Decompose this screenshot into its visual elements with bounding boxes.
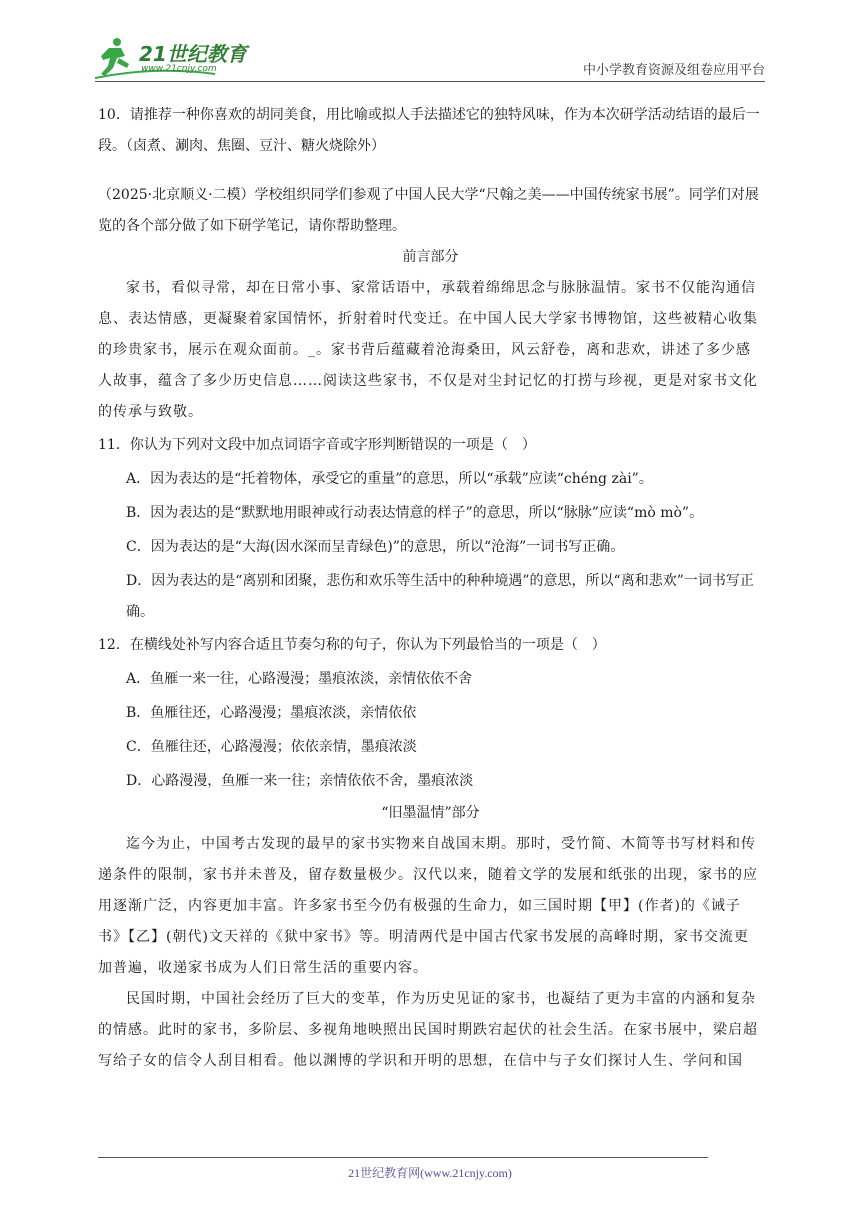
section-title-preface: 前言部分: [402, 249, 459, 265]
q12-option-c: C．鱼雁往还，心路漫漫；依依亲情，墨痕浓淡: [126, 739, 417, 755]
q12-option-d: D．心路漫漫，鱼雁一来一往；亲情依依不舍，墨痕浓淡: [126, 773, 474, 789]
q11-option-d: D．因为表达的是“离别和团聚，悲伤和欢乐等生活中的种种境遇”的意思，所以“离和悲欢”一词书写正确。: [126, 573, 754, 620]
header-platform-name: 中小学教育资源及组卷应用平台: [582, 63, 765, 78]
spacer: [98, 162, 763, 180]
q11-option-a: A．因为表达的是“托着物体，承受它的重量”的意思，所以“承载”应读“chéng zài”。: [126, 471, 653, 487]
question-10: 10．请推荐一种你喜欢的胡同美食，用比喻或拟人手法描述它的独特风味，作为本次研学活动结语的最后一段。（卤煮、涮肉、焦圈、豆汁、糖火烧除外）: [98, 107, 760, 154]
site-logo: [95, 36, 265, 80]
q12-option-a: A．鱼雁一来一往，心路漫漫；墨痕浓淡，亲情依依不舍: [126, 671, 473, 687]
document-body: [98, 100, 763, 1077]
logo-text: 21世纪教育: [139, 42, 247, 66]
header-divider: [95, 81, 765, 82]
q11-option-b: B．因为表达的是“默默地用眼神或行动表达情意的样子”的意思，所以“脉脉”应读“mò mò”。: [126, 505, 704, 521]
intro-paragraph: （2025·北京顺义·二模）学校组织同学们参观了中国人民大学“尺翰之美——中国传统家书展”。同学们对展览的各个部分做了如下研学笔记，请你帮助整理。: [98, 187, 759, 234]
page-header: [95, 28, 765, 80]
question-11-stem: 11．你认为下列对文段中加点词语字音或字形判断错误的一项是（ ）: [98, 437, 536, 453]
page-footer[interactable]: 21世纪教育网(www.21cnjy.com): [348, 1166, 512, 1180]
question-12-stem: 12．在横线处补写内容合适且节奏匀称的句子，你认为下列最恰当的一项是（ ）: [98, 637, 606, 653]
old-ink-paragraph-2: 民国时期，中国社会经历了巨大的变革，作为历史见证的家书，也凝结了更为丰富的内涵和复杂的情感。此时的家书，多阶层、多视角地映照出民国时期跌宕起伏的社会生活。在家书展中，梁启超写给子女的信令人刮目相看。他以渊博的学识和开明的思想，在信中与子女们探讨人生、学问和国: [98, 991, 758, 1069]
footer-divider: [98, 1157, 708, 1158]
section-title-old-ink: “旧墨温情”部分: [381, 805, 480, 821]
preface-paragraph: 家书，看似寻常，却在日常小事、家常话语中，承载着绵绵思念与脉脉温情。家书不仅能沟通信息、表达情感，更凝聚着家国情怀，折射着时代变迁。在中国人民大学家书博物馆，这些被精心收集的珍贵家书，展示在观众面前。_。家书背后蕴藏着沧海桑田，风云舒卷，离和悲欢，讲述了多少感人故事，蕴含了多少历史信息……阅读这些家书，不仅是对尘封记忆的打捞与珍视，更是对家书文化的传承与致敬。: [98, 280, 758, 420]
logo-url: www.21cnjy.com: [141, 64, 217, 74]
q11-option-c: C．因为表达的是“大海(因水深而呈青绿色)”的意思，所以“沧海”一词书写正确。: [126, 539, 625, 555]
q12-option-b: B．鱼雁往还，心路漫漫；墨痕浓淡，亲情依依: [126, 705, 417, 721]
old-ink-paragraph-1: 迄今为止，中国考古发现的最早的家书实物来自战国末期。那时，受竹简、木简等书写材料和传递条件的限制，家书并未普及，留存数量极少。汉代以来，随着文学的发展和纸张的出现，家书的应用逐渐广泛，内容更加丰富。许多家书至今仍有极强的生命力，如三国时期【甲】(作者)的《诫子书》【乙】(朝代)文天祥的《狱中家书》等。明清两代是中国古代家书发展的高峰时期，家书交流更加普遍，收递家书成为人们日常生活的重要内容。: [98, 836, 758, 976]
